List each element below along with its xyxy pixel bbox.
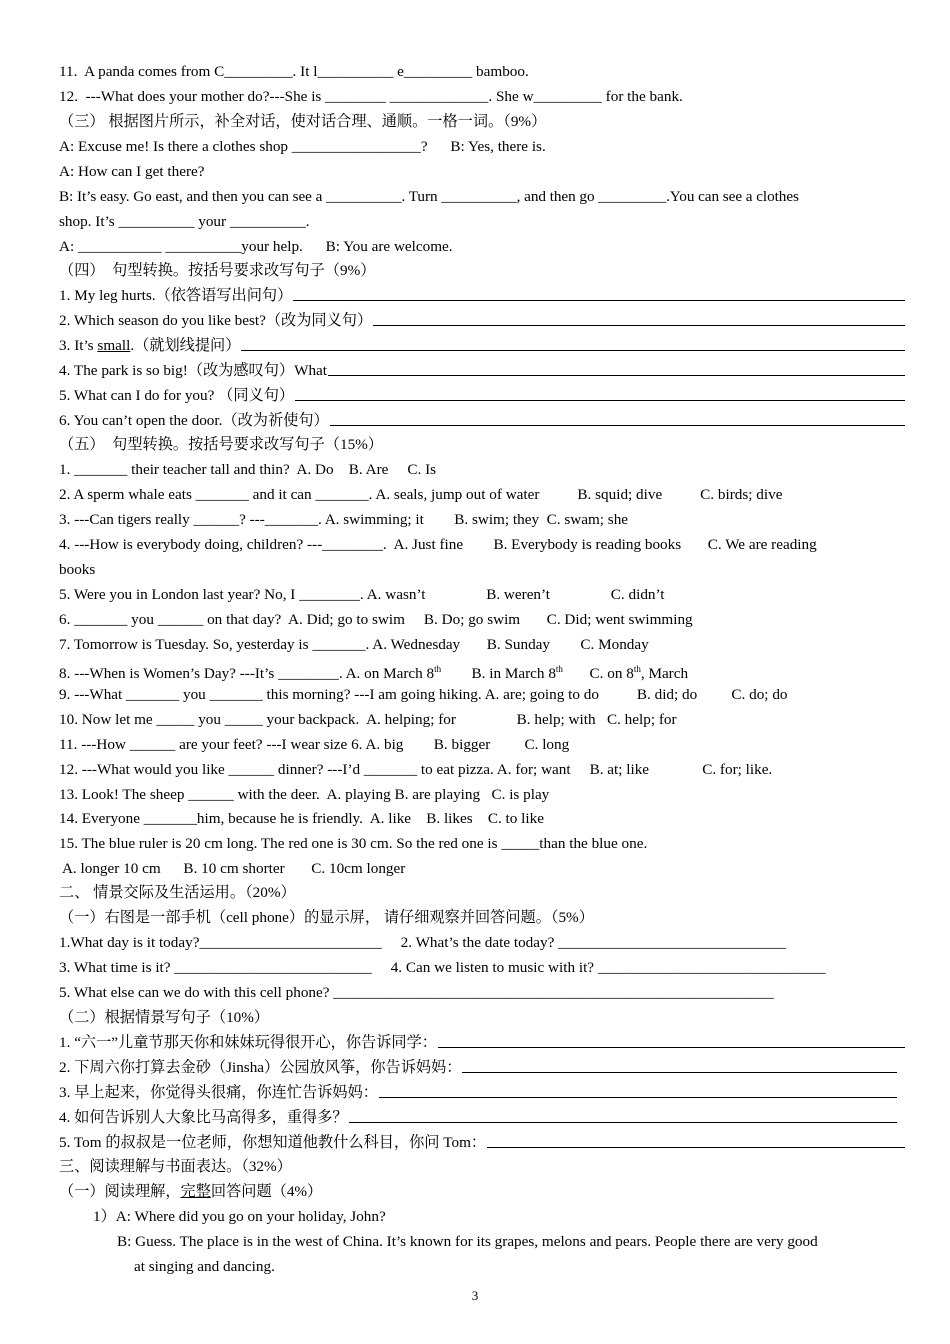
prompt-text: .（就划线提问） bbox=[130, 337, 241, 354]
underlined-word: small bbox=[97, 337, 131, 354]
answer-line[interactable] bbox=[295, 383, 905, 401]
situation-item bbox=[59, 1055, 897, 1080]
answer-line[interactable] bbox=[438, 1030, 905, 1048]
choice-question: 11. ---How ______ are your feet? ---I wear size 6. A. big B. bigger C. long bbox=[59, 736, 570, 753]
dialogue-line: A: How can I get there? bbox=[59, 163, 205, 180]
rewrite-prompt: 1. My leg hurts.（依答语写出问句） bbox=[59, 287, 293, 304]
answer-line[interactable] bbox=[328, 358, 905, 376]
section-heading: （四） 句型转换。按括号要求改写句子（9%） bbox=[59, 262, 376, 279]
situation-item bbox=[59, 1030, 905, 1055]
reading-line: 1）A: Where did you go on your holiday, John? bbox=[93, 1208, 386, 1225]
question-line: 11. A panda comes from C_________. It l__________ e_________ bamboo. bbox=[59, 63, 529, 80]
choice-question: 8. ---When is Women’s Day? ---It’s ________. A. on March 8th B. in March 8th C. on 8th, March bbox=[59, 664, 689, 682]
dialogue-line: A: Excuse me! Is there a clothes shop _________________? B: Yes, there is. bbox=[59, 138, 546, 155]
section-heading: （三） 根据图片所示，补全对话，使对话合理、通顺。一格一词。（9%） bbox=[59, 113, 547, 130]
section-heading: （一）右图是一部手机（cell phone）的显示屏， 请仔细观察并回答问题。（5%） bbox=[59, 909, 594, 926]
situation-prompt: 1. “六一”儿童节那天你和妹妹玩得很开心，你告诉同学： bbox=[59, 1034, 437, 1051]
rewrite-item bbox=[59, 408, 905, 433]
section-heading: （五） 句型转换。按括号要求改写句子（15%） bbox=[59, 436, 383, 453]
reading-line: B: Guess. The place is in the west of China. It’s known for its grapes, melons and pears. People there are very good bbox=[117, 1233, 818, 1250]
answer-line[interactable] bbox=[379, 1080, 897, 1098]
answer-line[interactable] bbox=[349, 1105, 897, 1123]
section-heading: （二）根据情景写句子（10%） bbox=[59, 1009, 270, 1026]
page-number: 3 bbox=[471, 1288, 479, 1303]
choice-question: 7. Tomorrow is Tuesday. So, yesterday is _______. A. Wednesday B. Sunday C. Monday bbox=[59, 636, 649, 653]
choice-question: 6. _______ you ______ on that day? A. Did; go to swim B. Do; go swim C. Did; went swimming bbox=[59, 611, 693, 628]
reading-line: at singing and dancing. bbox=[134, 1258, 275, 1275]
choice-question: 2. A sperm whale eats _______ and it can _______. A. seals, jump out of water B. squid; dive C. birds; dive bbox=[59, 486, 783, 503]
rewrite-item bbox=[59, 333, 905, 358]
answer-line[interactable] bbox=[330, 408, 905, 426]
prompt-text: 3. It’s bbox=[59, 337, 98, 354]
dialogue-line: A: ___________ __________your help. B: You are welcome. bbox=[59, 238, 453, 255]
choice-question: 3. ---Can tigers really ______? ---_______. A. swimming; it B. swim; they C. swam; she bbox=[59, 511, 629, 528]
situation-item bbox=[59, 1105, 897, 1130]
phone-question: 3. What time is it? __________________________ 4. Can we listen to music with it? ______________________________ bbox=[59, 959, 826, 976]
situation-prompt: 3. 早上起来，你觉得头很痛，你连忙告诉妈妈： bbox=[59, 1084, 378, 1101]
situation-item bbox=[59, 1130, 905, 1155]
answer-line[interactable] bbox=[373, 308, 905, 326]
rewrite-prompt: 5. What can I do for you? （同义句） bbox=[59, 387, 295, 404]
phone-question: 1.What day is it today?________________________ 2. What’s the date today? ______________________________ bbox=[59, 934, 786, 951]
answer-line[interactable] bbox=[487, 1130, 905, 1148]
rewrite-item bbox=[59, 308, 905, 333]
dialogue-line: shop. It’s __________ your __________. bbox=[59, 213, 310, 230]
choice-question: 1. _______ their teacher tall and thin? A. Do B. Are C. Is bbox=[59, 461, 437, 478]
phone-question: 5. What else can we do with this cell phone? __________________________________________________________ bbox=[59, 984, 774, 1001]
situation-item bbox=[59, 1080, 897, 1105]
rewrite-prompt bbox=[59, 333, 240, 358]
choice-question: 4. ---How is everybody doing, children? ---________. A. Just fine B. Everybody is reading books C. We are reading bbox=[59, 536, 817, 553]
choice-question: 15. The blue ruler is 20 cm long. The red one is 30 cm. So the red one is _____than the blue one. bbox=[59, 835, 648, 852]
rewrite-item bbox=[59, 283, 905, 308]
rewrite-item bbox=[59, 358, 905, 383]
choice-question: 9. ---What _______ you _______ this morning? ---I am going hiking. A. are; going to do B. did; do C. do; do bbox=[59, 686, 788, 703]
situation-prompt: 2. 下周六你打算去金砂（Jinsha）公园放风筝，你告诉妈妈： bbox=[59, 1059, 462, 1076]
choice-question: 12. ---What would you like ______ dinner? ---I’d _______ to eat pizza. A. for; want B. at; like C. for; like. bbox=[59, 761, 773, 778]
choice-question: 14. Everyone _______him, because he is friendly. A. like B. likes C. to like bbox=[59, 810, 544, 827]
situation-prompt: 5. Tom 的叔叔是一位老师，你想知道他教什么科目，你问 Tom： bbox=[59, 1134, 487, 1151]
situation-prompt: 4. 如何告诉别人大象比马高得多，重得多？ bbox=[59, 1109, 348, 1126]
answer-line[interactable] bbox=[462, 1055, 897, 1073]
answer-line[interactable] bbox=[241, 333, 905, 351]
part-heading: 二、 情景交际及生活运用。（20%） bbox=[59, 884, 296, 901]
choice-question: 13. Look! The sheep ______ with the deer. A. playing B. are playing C. is play bbox=[59, 786, 550, 803]
rewrite-prompt: 6. You can’t open the door.（改为祈使句） bbox=[59, 412, 329, 429]
answer-line[interactable] bbox=[293, 283, 905, 301]
rewrite-prompt: 2. Which season do you like best?（改为同义句） bbox=[59, 312, 373, 329]
part-heading: 三、阅读理解与书面表达。（32%） bbox=[59, 1158, 292, 1175]
choice-question: 10. Now let me _____ you _____ your backpack. A. helping; for B. help; with C. help; for bbox=[59, 711, 677, 728]
question-line: 12. ---What does your mother do?---She is ________ _____________. She w_________ for the bank. bbox=[59, 88, 683, 105]
underlined-word: 完整 bbox=[180, 1183, 211, 1200]
choice-question: books bbox=[59, 561, 96, 578]
dialogue-line: B: It’s easy. Go east, and then you can see a __________. Turn __________, and then go _________.You can see a clothes bbox=[59, 188, 799, 205]
choice-question: 5. Were you in London last year? No, I ________. A. wasn’t B. weren’t C. didn’t bbox=[59, 586, 665, 603]
rewrite-prompt: 4. The park is so big!（改为感叹句）What bbox=[59, 362, 327, 379]
rewrite-item bbox=[59, 383, 905, 408]
section-heading: （一）阅读理解，完整回答问题（4%） bbox=[59, 1183, 323, 1200]
choice-options: A. longer 10 cm B. 10 cm shorter C. 10cm longer bbox=[59, 860, 406, 877]
